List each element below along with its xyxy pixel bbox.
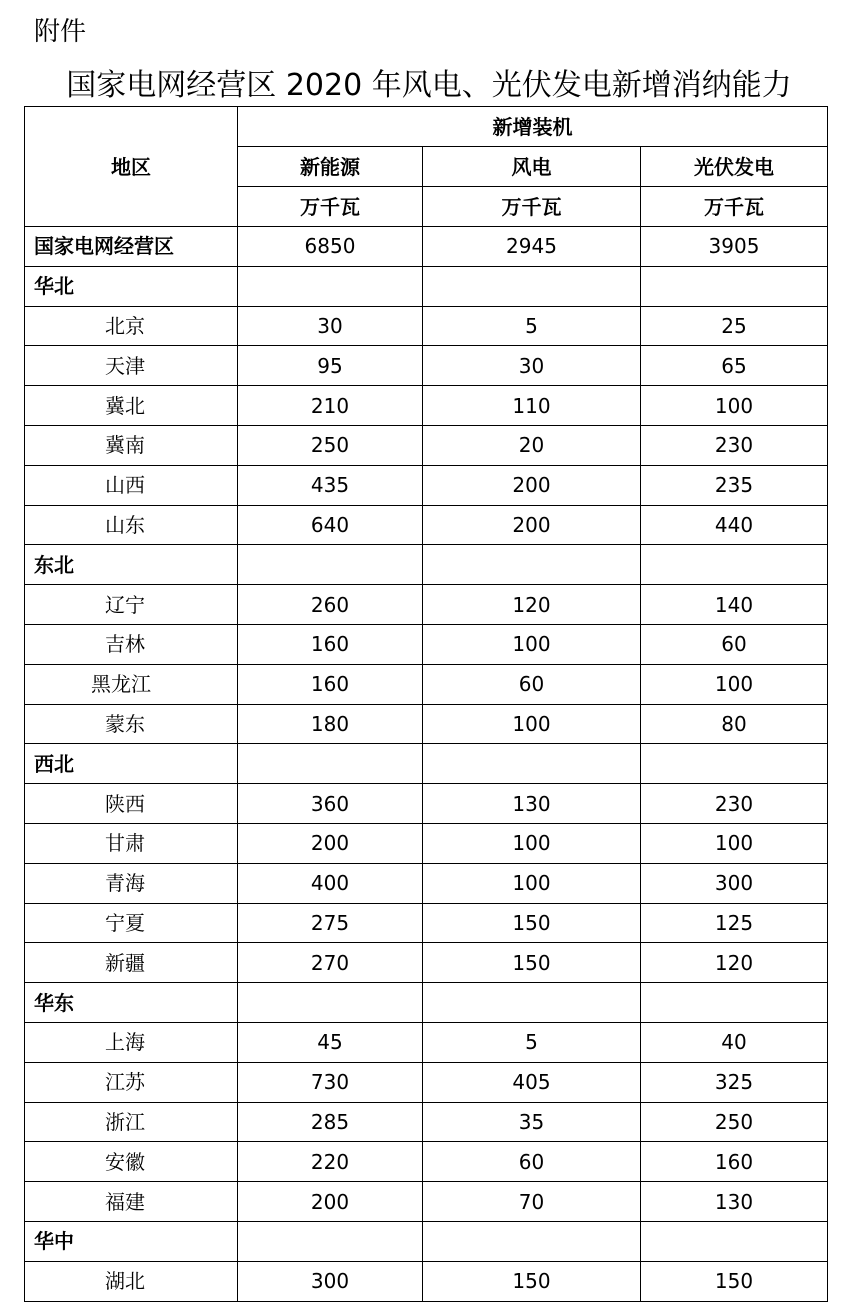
table-body xyxy=(25,227,828,1302)
table-row xyxy=(25,1022,828,1062)
group-name: 华东 xyxy=(25,983,238,1023)
region-name: 浙江 xyxy=(25,1102,238,1142)
empty-cell xyxy=(238,1221,423,1261)
wind-value: 70 xyxy=(423,1182,641,1222)
empty-cell xyxy=(641,983,828,1023)
region-name: 国家电网经营区 xyxy=(25,227,238,267)
table-row xyxy=(25,465,828,505)
table-row xyxy=(25,1102,828,1142)
table-row xyxy=(25,943,828,983)
table-row xyxy=(25,386,828,426)
attachment-label: 附件 xyxy=(34,17,87,47)
solar-value: 235 xyxy=(641,465,828,505)
region-name: 辽宁 xyxy=(25,585,238,625)
solar-value: 300 xyxy=(641,863,828,903)
new-energy-value: 45 xyxy=(238,1022,423,1062)
group-row xyxy=(25,266,828,306)
wind-value: 150 xyxy=(423,1261,641,1301)
table-row xyxy=(25,1182,828,1222)
new-energy-value: 260 xyxy=(238,585,423,625)
solar-value: 120 xyxy=(641,943,828,983)
wind-value: 100 xyxy=(423,823,641,863)
header-row-group xyxy=(25,107,828,147)
total-row xyxy=(25,227,828,267)
region-name: 江苏 xyxy=(25,1062,238,1102)
wind-value: 150 xyxy=(423,903,641,943)
wind-value: 130 xyxy=(423,784,641,824)
header-group: 新增装机 xyxy=(238,107,828,147)
new-energy-value: 200 xyxy=(238,1182,423,1222)
new-energy-value: 435 xyxy=(238,465,423,505)
group-row xyxy=(25,983,828,1023)
new-energy-value: 160 xyxy=(238,664,423,704)
region-name: 湖北 xyxy=(25,1261,238,1301)
region-name: 冀南 xyxy=(25,425,238,465)
region-name: 天津 xyxy=(25,346,238,386)
wind-value: 100 xyxy=(423,624,641,664)
region-name: 安徽 xyxy=(25,1142,238,1182)
wind-value: 60 xyxy=(423,664,641,704)
solar-value: 230 xyxy=(641,784,828,824)
table-row xyxy=(25,784,828,824)
new-energy-value: 95 xyxy=(238,346,423,386)
solar-value: 65 xyxy=(641,346,828,386)
solar-value: 100 xyxy=(641,664,828,704)
table-row xyxy=(25,1062,828,1102)
wind-value: 100 xyxy=(423,704,641,744)
new-energy-value: 300 xyxy=(238,1261,423,1301)
table-row xyxy=(25,585,828,625)
new-energy-value: 6850 xyxy=(238,227,423,267)
new-energy-value: 210 xyxy=(238,386,423,426)
solar-value: 440 xyxy=(641,505,828,545)
table-row xyxy=(25,425,828,465)
wind-value: 5 xyxy=(423,306,641,346)
empty-cell xyxy=(641,744,828,784)
table-row xyxy=(25,823,828,863)
group-name: 西北 xyxy=(25,744,238,784)
region-name: 上海 xyxy=(25,1022,238,1062)
solar-value: 40 xyxy=(641,1022,828,1062)
new-energy-value: 220 xyxy=(238,1142,423,1182)
group-name: 华中 xyxy=(25,1221,238,1261)
empty-cell xyxy=(423,1221,641,1261)
wind-value: 35 xyxy=(423,1102,641,1142)
region-name: 蒙东 xyxy=(25,704,238,744)
solar-value: 80 xyxy=(641,704,828,744)
header-unit: 万千瓦 xyxy=(423,187,641,227)
empty-cell xyxy=(641,1221,828,1261)
region-name: 宁夏 xyxy=(25,903,238,943)
solar-value: 150 xyxy=(641,1261,828,1301)
header-unit: 万千瓦 xyxy=(641,187,828,227)
region-name: 黑龙江 xyxy=(25,664,238,704)
wind-value: 200 xyxy=(423,505,641,545)
empty-cell xyxy=(238,983,423,1023)
solar-value: 160 xyxy=(641,1142,828,1182)
new-energy-value: 200 xyxy=(238,823,423,863)
solar-value: 100 xyxy=(641,386,828,426)
table-row xyxy=(25,505,828,545)
new-energy-value: 160 xyxy=(238,624,423,664)
solar-value: 230 xyxy=(641,425,828,465)
empty-cell xyxy=(238,266,423,306)
table-row xyxy=(25,863,828,903)
new-energy-value: 275 xyxy=(238,903,423,943)
new-energy-value: 285 xyxy=(238,1102,423,1142)
solar-value: 140 xyxy=(641,585,828,625)
empty-cell xyxy=(423,545,641,585)
empty-cell xyxy=(238,744,423,784)
table-row xyxy=(25,346,828,386)
table-row xyxy=(25,1142,828,1182)
new-energy-value: 250 xyxy=(238,425,423,465)
region-name: 北京 xyxy=(25,306,238,346)
new-energy-value: 180 xyxy=(238,704,423,744)
new-energy-value: 360 xyxy=(238,784,423,824)
empty-cell xyxy=(238,545,423,585)
new-energy-value: 400 xyxy=(238,863,423,903)
empty-cell xyxy=(423,744,641,784)
solar-value: 130 xyxy=(641,1182,828,1222)
solar-value: 3905 xyxy=(641,227,828,267)
group-row xyxy=(25,545,828,585)
wind-value: 2945 xyxy=(423,227,641,267)
header-region: 地区 xyxy=(25,107,238,227)
empty-cell xyxy=(423,266,641,306)
wind-value: 200 xyxy=(423,465,641,505)
region-name: 陕西 xyxy=(25,784,238,824)
group-name: 华北 xyxy=(25,266,238,306)
header-column-solar: 光伏发电 xyxy=(641,147,828,187)
new-energy-value: 30 xyxy=(238,306,423,346)
solar-value: 250 xyxy=(641,1102,828,1142)
wind-value: 150 xyxy=(423,943,641,983)
region-name: 青海 xyxy=(25,863,238,903)
wind-value: 5 xyxy=(423,1022,641,1062)
region-name: 甘肃 xyxy=(25,823,238,863)
solar-value: 100 xyxy=(641,823,828,863)
table-row xyxy=(25,1261,828,1301)
wind-value: 100 xyxy=(423,863,641,903)
solar-value: 325 xyxy=(641,1062,828,1102)
wind-value: 20 xyxy=(423,425,641,465)
table-row xyxy=(25,624,828,664)
region-name: 吉林 xyxy=(25,624,238,664)
header-column-wind: 风电 xyxy=(423,147,641,187)
region-name: 山东 xyxy=(25,505,238,545)
header-column-new-energy: 新能源 xyxy=(238,147,423,187)
group-row xyxy=(25,744,828,784)
group-name: 东北 xyxy=(25,545,238,585)
region-name: 山西 xyxy=(25,465,238,505)
region-name: 新疆 xyxy=(25,943,238,983)
new-energy-value: 640 xyxy=(238,505,423,545)
region-name: 冀北 xyxy=(25,386,238,426)
new-energy-value: 730 xyxy=(238,1062,423,1102)
solar-value: 25 xyxy=(641,306,828,346)
document-title: 国家电网经营区 2020 年风电、光伏发电新增消纳能力 xyxy=(66,68,792,103)
table-row xyxy=(25,903,828,943)
group-row xyxy=(25,1221,828,1261)
wind-value: 60 xyxy=(423,1142,641,1182)
empty-cell xyxy=(423,983,641,1023)
wind-value: 30 xyxy=(423,346,641,386)
capacity-table xyxy=(24,106,828,1302)
header-unit: 万千瓦 xyxy=(238,187,423,227)
wind-value: 120 xyxy=(423,585,641,625)
wind-value: 405 xyxy=(423,1062,641,1102)
table-row xyxy=(25,664,828,704)
solar-value: 125 xyxy=(641,903,828,943)
new-energy-value: 270 xyxy=(238,943,423,983)
table-row xyxy=(25,306,828,346)
table-row xyxy=(25,704,828,744)
solar-value: 60 xyxy=(641,624,828,664)
region-name: 福建 xyxy=(25,1182,238,1222)
wind-value: 110 xyxy=(423,386,641,426)
empty-cell xyxy=(641,266,828,306)
empty-cell xyxy=(641,545,828,585)
